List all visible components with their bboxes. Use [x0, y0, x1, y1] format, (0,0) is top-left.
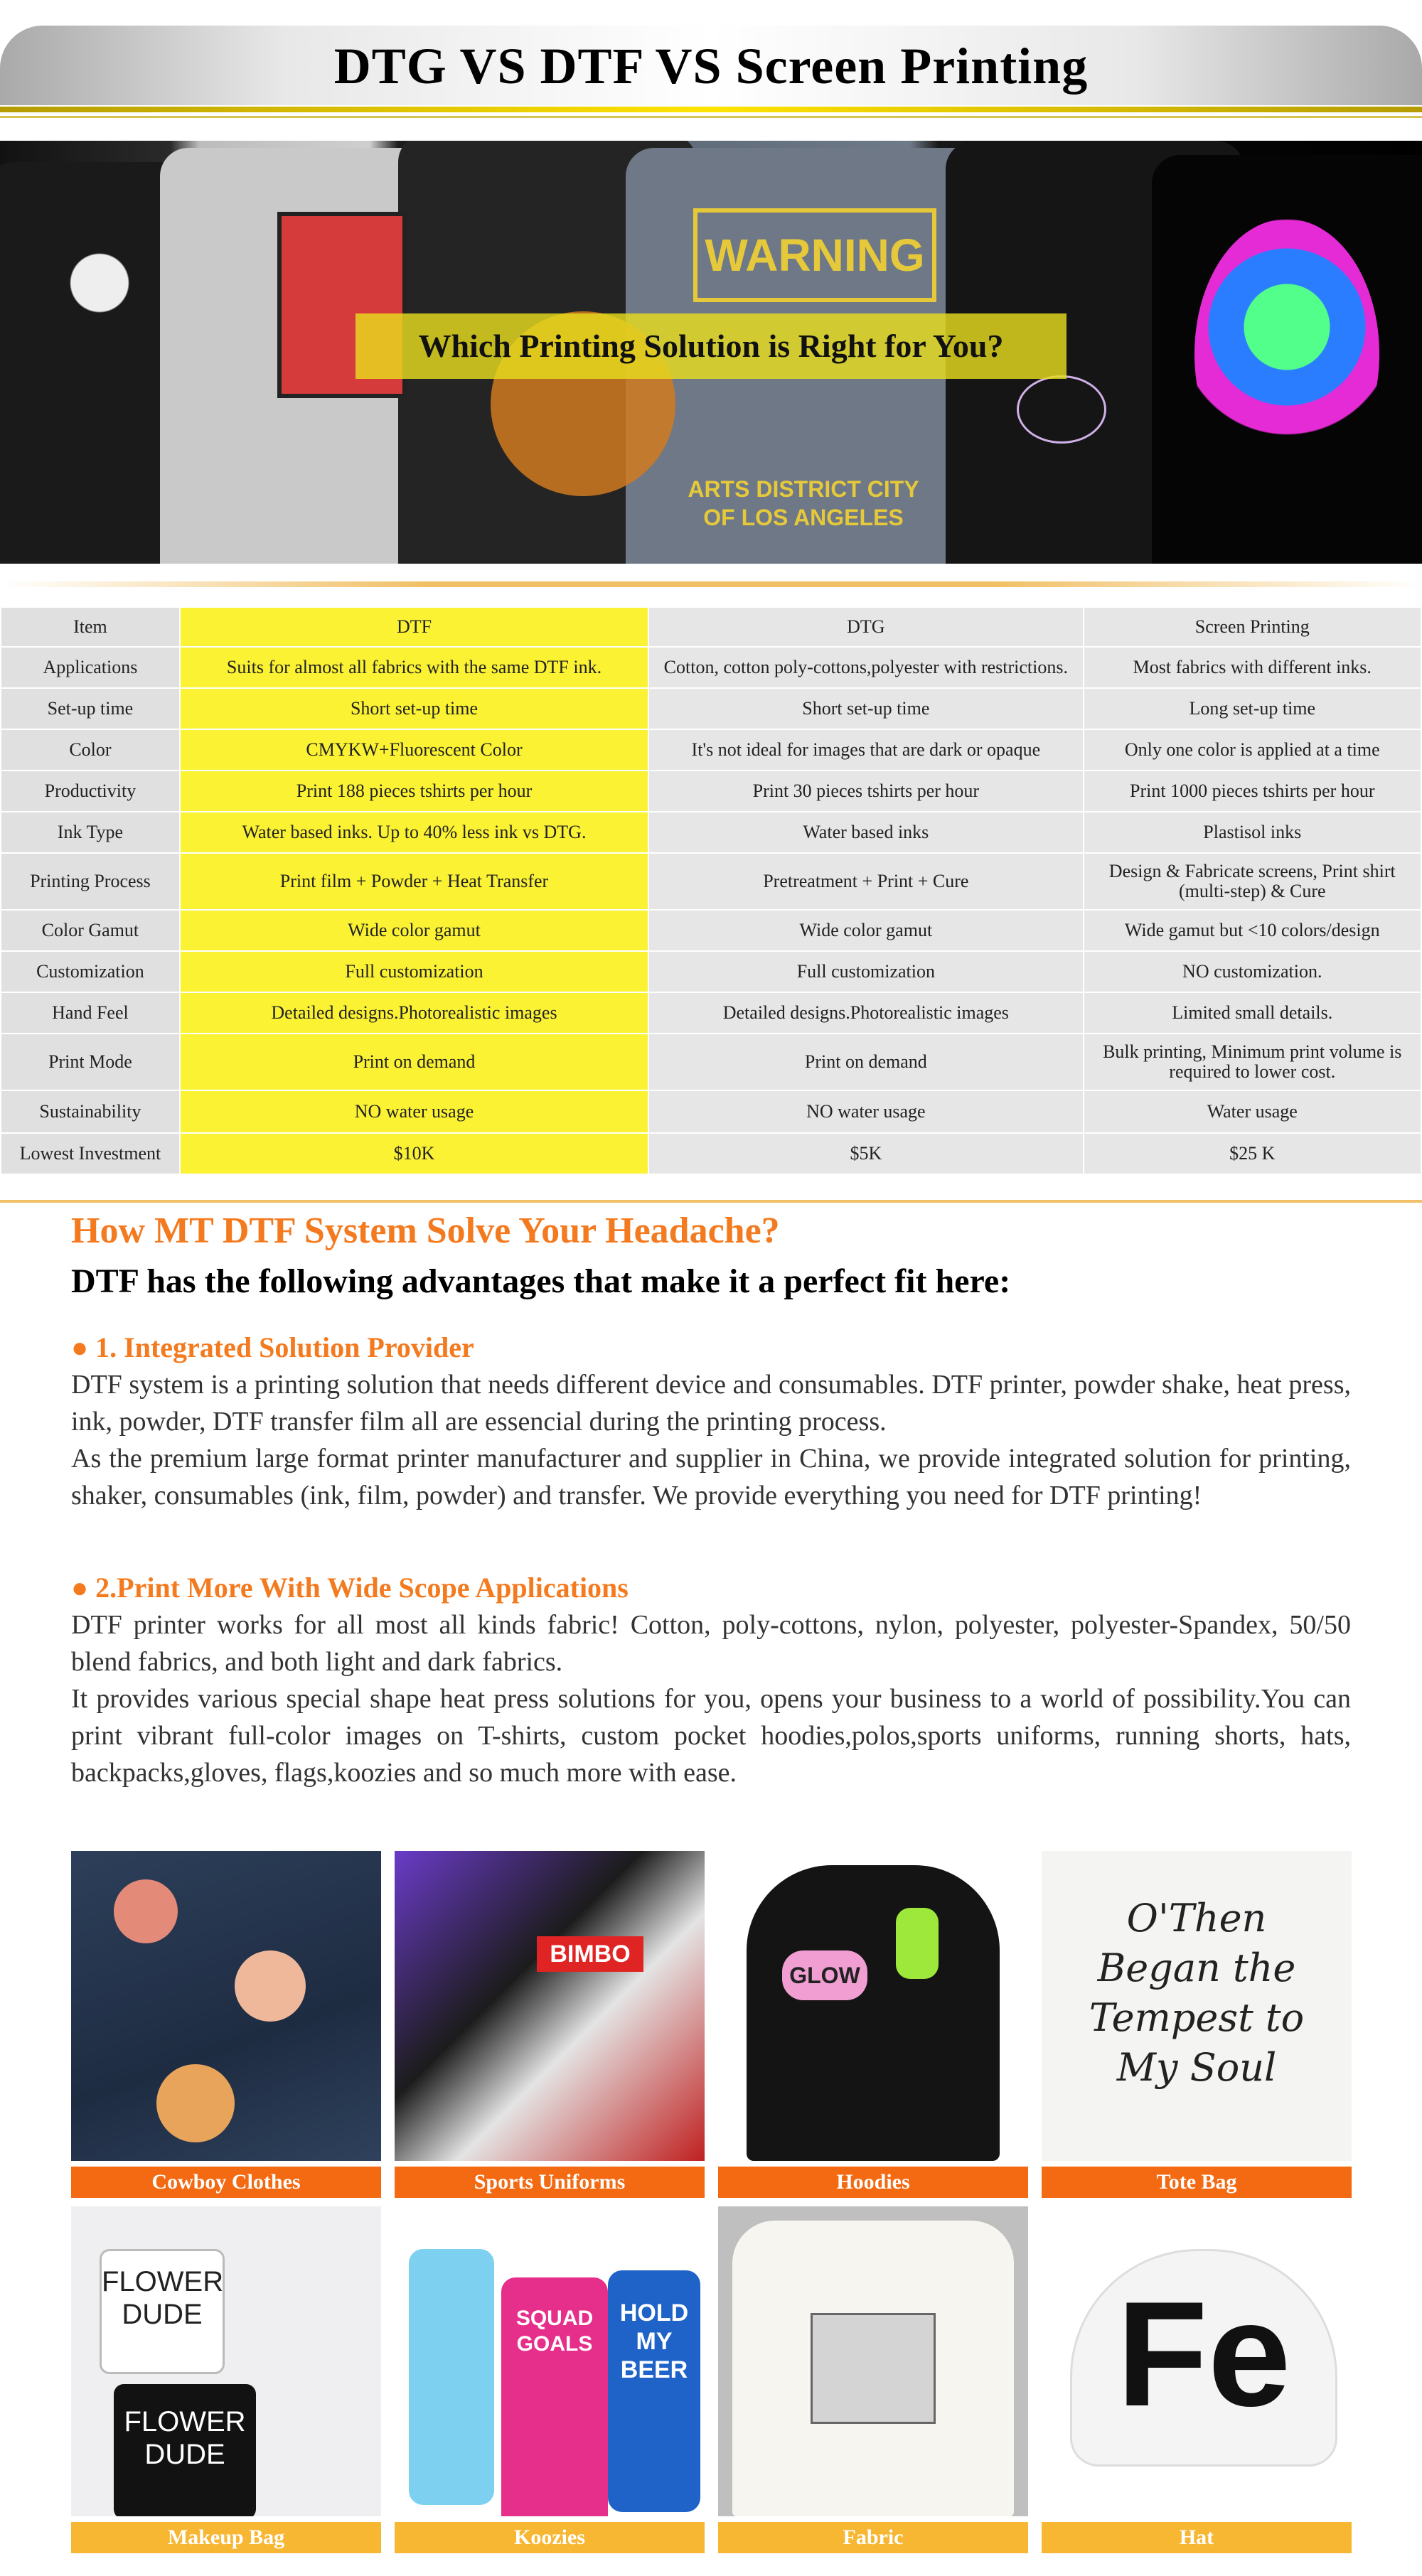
makeup-bag-photo: [71, 2206, 381, 2516]
patch-graphic: [156, 2064, 235, 2142]
table-row: [1, 771, 1421, 812]
hat-photo: [1042, 2206, 1352, 2516]
koozie-print-text: SQUAD GOALS: [501, 2277, 608, 2516]
koozie-can: [409, 2249, 494, 2505]
makeup-bag-print-text: FLOWER DUDE: [100, 2249, 225, 2374]
warning-print-text: WARNING: [693, 208, 936, 302]
fabric-photo: [718, 2206, 1028, 2516]
screen-cell: Water usage: [1084, 1090, 1421, 1133]
house-print-graphic: [811, 2313, 936, 2424]
hoodie-print-text: GLOW: [782, 1950, 867, 2000]
dtg-cell: Water based inks: [648, 812, 1083, 853]
row-label: Color: [1, 729, 180, 771]
dtf-cell: Print on demand: [180, 1034, 648, 1090]
page-title: DTG VS DTF VS Screen Printing: [333, 38, 1089, 95]
tote-bag-photo: [1042, 1851, 1352, 2161]
row-label: Printing Process: [1, 853, 180, 910]
dtg-cell: Cotton, cotton poly-cottons,polyester with restrictions.: [648, 647, 1083, 688]
header-cell-screen: Screen Printing: [1084, 607, 1421, 647]
point-1-paragraph-1: DTF system is a printing solution that needs different device and consumables. DTF printer, powder shake, heat press, ink, powder, DTF transfer film all are essencial during the printing process.: [71, 1370, 1351, 1437]
koozie-print-text: HOLD MY BEER: [608, 2270, 700, 2512]
label-fabric: Fabric: [718, 2522, 1028, 2553]
dtg-cell: Detailed designs.Photorealistic images: [648, 992, 1083, 1034]
screen-cell: $25 K: [1084, 1133, 1421, 1174]
screen-cell: Plastisol inks: [1084, 812, 1421, 853]
arts-district-print-text: ARTS DISTRICT CITY OF LOS ANGELES: [688, 476, 919, 530]
hoodie-shape: [747, 1865, 1000, 2161]
header-divider: [0, 107, 1422, 112]
hoodies-photo: [718, 1851, 1028, 2161]
table-row: [1, 647, 1421, 688]
patch-graphic: [114, 1879, 178, 1943]
row-label: Customization: [1, 951, 180, 992]
screen-cell: Bulk printing, Minimum print volume is required to lower cost.: [1084, 1034, 1421, 1090]
table-bottom-divider: [0, 1200, 1422, 1203]
dtf-cell: Water based inks. Up to 40% less ink vs DTG.: [180, 812, 648, 853]
dtg-cell: Print 30 pieces tshirts per hour: [648, 771, 1083, 812]
dtg-cell: $5K: [648, 1133, 1083, 1174]
row-label: Productivity: [1, 771, 180, 812]
row-label: Ink Type: [1, 812, 180, 853]
point-2-paragraph-2: It provides various special shape heat press solutions for you, opens your business to a world of possibility.You can print vibrant full-color images on T-shirts, custom pocket hoodies,polos,sports uniforms, running shorts, hats, backpacks,gloves, flags,koozies and so much more with ease.: [71, 1684, 1351, 1788]
hero-banner: [0, 141, 1422, 564]
header-cell-dtg: DTG: [648, 607, 1083, 647]
hoodie-print-graphic: [896, 1908, 939, 1979]
section-subtitle: DTF has the following advantages that make it a perfect fit here:: [71, 1262, 1011, 1300]
screen-cell: NO customization.: [1084, 951, 1421, 992]
table-row: [1, 1034, 1421, 1090]
row-label: Hand Feel: [1, 992, 180, 1034]
dtg-cell: Print on demand: [648, 1034, 1083, 1090]
point-2-paragraph-1: DTF printer works for all most all kinds fabric! Cotton, poly-cottons, nylon, polyester, polyester-Spandex, 50/50 blend fabrics, and both light and dark fabrics.: [71, 1610, 1351, 1677]
table-row: [1, 812, 1421, 853]
dtf-cell: Full customization: [180, 951, 648, 992]
row-label: Color Gamut: [1, 910, 180, 951]
table-row: [1, 729, 1421, 771]
section-title: How MT DTF System Solve Your Headache?: [71, 1211, 780, 1251]
skull-print-graphic: [57, 240, 142, 454]
screen-cell: Long set-up time: [1084, 688, 1421, 729]
header-divider-thin: [0, 116, 1422, 118]
dtg-cell: It's not ideal for images that are dark or opaque: [648, 729, 1083, 771]
banner-caption: Which Printing Solution is Right for You?: [356, 313, 1066, 379]
cowboy-clothes-photo: [71, 1851, 381, 2161]
label-sports-uniforms: Sports Uniforms: [395, 2167, 705, 2198]
dtf-cell: Print film + Powder + Heat Transfer: [180, 853, 648, 910]
dtf-cell: $10K: [180, 1133, 648, 1174]
jersey-logo-text: BIMBO: [537, 1936, 643, 1972]
dtf-cell: Short set-up time: [180, 688, 648, 729]
label-tote-bag: Tote Bag: [1042, 2167, 1352, 2198]
table-row: [1, 853, 1421, 910]
dtf-cell: Suits for almost all fabrics with the same DTF ink.: [180, 647, 648, 688]
table-row: [1, 910, 1421, 951]
screen-cell: Most fabrics with different inks.: [1084, 647, 1421, 688]
dtg-cell: Pretreatment + Print + Cure: [648, 853, 1083, 910]
label-hat: Hat: [1042, 2522, 1352, 2553]
dtg-cell: Wide color gamut: [648, 910, 1083, 951]
dtf-cell: Print 188 pieces tshirts per hour: [180, 771, 648, 812]
header-cell-item: Item: [1, 607, 180, 647]
page-header: [0, 26, 1422, 105]
koozies-photo: [395, 2206, 705, 2516]
tote-script-text: O'Then Began the Tempest to My Soul: [1089, 1896, 1305, 2090]
comparison-table: [0, 606, 1422, 1175]
screen-cell: Design & Fabricate screens, Print shirt (multi-step) & Cure: [1084, 853, 1421, 910]
sports-uniforms-photo: [395, 1851, 705, 2161]
table-row: [1, 992, 1421, 1034]
dtg-cell: Full customization: [648, 951, 1083, 992]
screen-cell: Only one color is applied at a time: [1084, 729, 1421, 771]
label-makeup-bag: Makeup Bag: [71, 2522, 381, 2553]
label-cowboy-clothes: Cowboy Clothes: [71, 2167, 381, 2198]
dtf-cell: CMYKW+Fluorescent Color: [180, 729, 648, 771]
dtf-cell: Wide color gamut: [180, 910, 648, 951]
dtg-cell: NO water usage: [648, 1090, 1083, 1133]
makeup-bag-print-text-dark: FLOWER DUDE: [114, 2384, 256, 2516]
screen-cell: Print 1000 pieces tshirts per hour: [1084, 771, 1421, 812]
table-header-row: [1, 607, 1421, 647]
point-1-title: ● 1. Integrated Solution Provider: [71, 1331, 474, 1363]
hat-print-text: Fe: [1070, 2249, 1337, 2467]
table-divider: [0, 581, 1422, 587]
point-1-paragraph-2: As the premium large format printer manufacturer and supplier in China, we provide integrated solution for printing, shaker, consumables (ink, film, powder) and transfer. We provide everything you need for DTF printing!: [71, 1444, 1351, 1510]
point-2-title: ● 2.Print More With Wide Scope Applications: [71, 1572, 629, 1604]
row-label: Sustainability: [1, 1090, 180, 1133]
dtf-cell: NO water usage: [180, 1090, 648, 1133]
table-row: [1, 688, 1421, 729]
row-label: Print Mode: [1, 1034, 180, 1090]
dtg-cell: Short set-up time: [648, 688, 1083, 729]
label-hoodies: Hoodies: [718, 2167, 1028, 2198]
butterfly-print-graphic: [1017, 375, 1106, 444]
table-row: [1, 1133, 1421, 1174]
table-row: [1, 1090, 1421, 1133]
label-koozies: Koozies: [395, 2522, 705, 2553]
alien-print-graphic: [1194, 219, 1379, 489]
screen-cell: Wide gamut but <10 colors/design: [1084, 910, 1421, 951]
table-row: [1, 951, 1421, 992]
row-label: Applications: [1, 647, 180, 688]
screen-cell: Limited small details.: [1084, 992, 1421, 1034]
header-cell-dtf: DTF: [180, 607, 648, 647]
patch-graphic: [235, 1950, 306, 2022]
dtf-cell: Detailed designs.Photorealistic images: [180, 992, 648, 1034]
row-label: Lowest Investment: [1, 1133, 180, 1174]
row-label: Set-up time: [1, 688, 180, 729]
